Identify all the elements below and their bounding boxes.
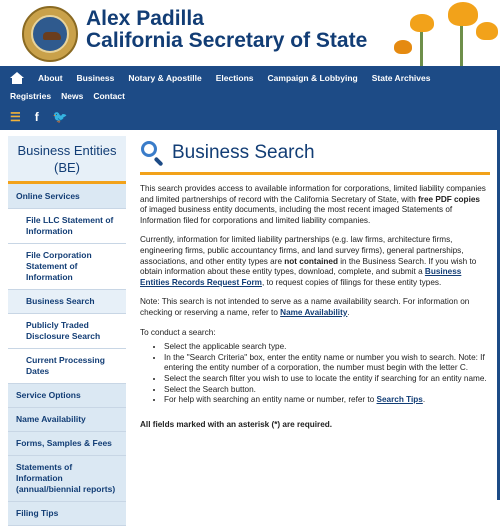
sidebar-item-service-options[interactable]: Service Options [8,384,126,408]
entity-types-paragraph [140,235,488,288]
list-item: • In the "Search Criteria" box, enter the entity name or number you wish to search. Note: If entering the entity number of a corporation, the number must begin with the letter C. [164,353,488,374]
entity-text-c: , to request copies of filings for these entity types. [261,277,442,287]
sidebar-item-business-search[interactable]: Business Search [8,290,126,314]
main-content [140,136,496,500]
sidebar-item-online-services[interactable]: Online Services [8,184,126,209]
list-item: • Select the search filter you wish to use to locate the entity if searching for an entity name. [164,374,488,385]
sidebar-item-publicly-traded-disclosure[interactable]: Publicly Traded Disclosure Search [8,314,126,349]
required-fields-note: All fields marked with an asterisk (*) are required. [140,419,333,429]
step5-end: . [422,395,426,405]
home-icon[interactable] [10,72,24,84]
note-text-a: Note: This search is not intended to serve as a name availability search. For information on checking or reserving a name, refer to [140,297,470,317]
intro-text-b: of imaged business entity documents, including the most recent imaged Statements of Information filed for corporations and limited liability companies. [140,205,453,225]
note-text-b: . [347,307,350,317]
sidebar-submenu [8,209,126,384]
page-heading [140,140,496,166]
rss-icon[interactable]: ☰ [10,110,21,124]
sidebar-item-file-llc-soi[interactable]: File LLC Statement of Information [8,209,126,244]
list-item: • Select the Search button. [164,385,488,396]
intro-paragraph [140,184,488,226]
nav-contact[interactable]: Contact [93,91,125,101]
nav-elections[interactable]: Elections [215,73,254,83]
twitter-icon[interactable]: 🐦 [52,110,68,124]
page-title: Business Search [172,142,315,163]
site-title-office: California Secretary of State [86,29,368,52]
sidebar-item-filing-tips[interactable]: Filing Tips [8,502,126,526]
sidebar-item-file-corp-soi[interactable]: File Corporation Statement of Information [8,244,126,290]
poppy-flowers-decoration [390,0,500,66]
sidebar-item-current-processing-dates[interactable]: Current Processing Dates [8,349,126,384]
sidebar-item-statements-of-information[interactable]: Statements of Information (annual/biennial reports) [8,456,126,502]
sidebar [8,136,126,518]
note-paragraph [140,297,488,318]
records-request-form-link[interactable]: Business Entities Records Request Form [140,267,462,287]
entity-text-b: in the Business Search. If you wish to obtain information about these entity types, download, complete, and submit a [140,256,477,277]
nav-campaign-lobbying[interactable]: Campaign & Lobbying [267,73,358,83]
intro-text-a: This search provides access to available information for corporations, limited liability companies and limited partnerships of record with the California Secretary of State, with [140,184,486,204]
sidebar-item-name-availability[interactable]: Name Availability [8,408,126,432]
main-navigation [0,66,500,130]
state-seal-logo[interactable] [22,6,78,62]
site-title[interactable] [86,8,367,52]
nav-about[interactable]: About [38,73,63,83]
search-tips-link[interactable]: Search Tips [376,395,423,405]
list-item: • Select the applicable search type. [164,342,488,353]
heading-divider [140,172,490,175]
sidebar-title[interactable]: Business Entities (BE) [8,136,126,184]
entity-bold-not-contained: not contained [284,256,338,266]
nav-business[interactable]: Business [76,73,115,83]
nav-state-archives[interactable]: State Archives [371,73,431,83]
nav-news[interactable]: News [61,91,84,101]
nav-registries[interactable]: Registries [10,91,52,101]
list-item [164,395,488,406]
conduct-search-label: To conduct a search: [140,327,216,337]
entity-text-a: Currently, information for limited liability partnerships (e.g. law firms, architecture firms, engineering firms, public accountancy firms, and land survey firms), general partnerships, associations, and other entity types are [140,235,464,266]
sidebar-item-forms-samples-fees[interactable]: Forms, Samples & Fees [8,432,126,456]
facebook-icon[interactable]: f [34,110,39,124]
site-header [0,0,500,66]
site-title-name: Alex Padilla [86,7,204,30]
intro-bold-free-pdf: free PDF copies [418,194,480,204]
search-icon [140,140,166,166]
name-availability-link[interactable]: Name Availability [280,307,348,317]
search-steps-list [164,342,488,406]
nav-notary-apostille[interactable]: Notary & Apostille [128,73,202,83]
step5-text: For help with searching an entity name or number, refer to [164,395,377,405]
